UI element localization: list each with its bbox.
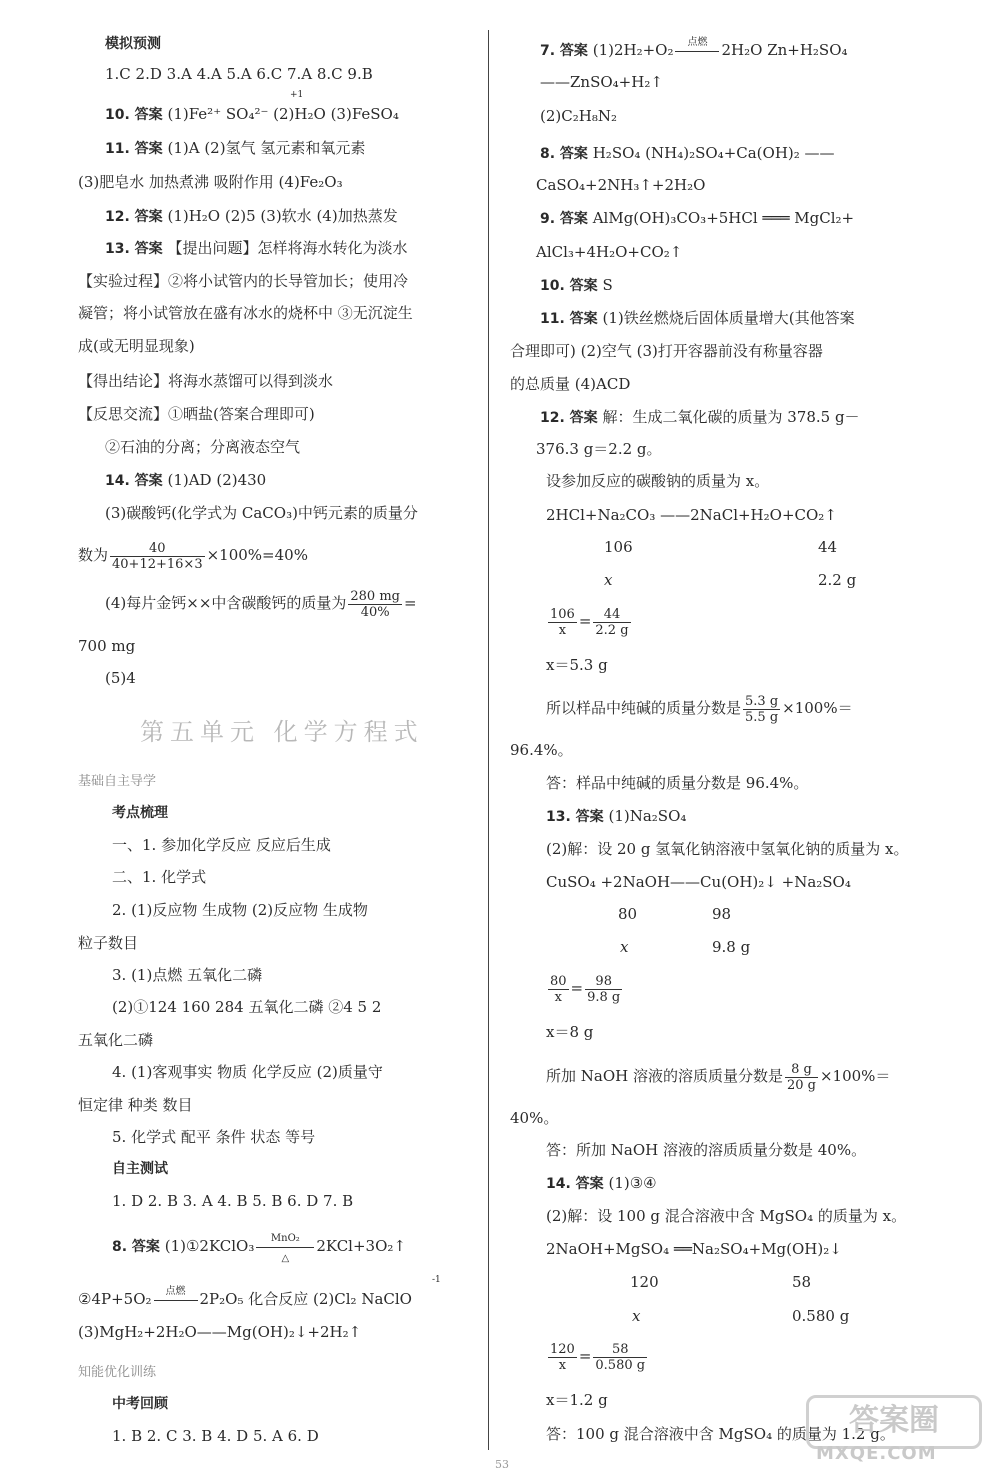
q12-right-b: 376.3 g＝2.2 g。 [536, 440, 662, 458]
watermark-logo [806, 1395, 986, 1465]
q12-g-den2: 2.2 g [595, 622, 629, 638]
q14-answer-c [78, 537, 308, 573]
q12 [105, 206, 398, 227]
kd-line-7: 五氧化二磷 [78, 1031, 154, 1049]
q13-h-den: 20 g [786, 1077, 816, 1093]
q13-answer-g: ②石油的分离；分离液态空气 [105, 438, 301, 456]
q14-answer-d [105, 585, 417, 621]
q12-answer: (1)H₂O (2)5 (3)软水 (4)加热蒸发 [167, 207, 398, 225]
q11-right [540, 308, 855, 329]
kd-title: 考点梳理 [112, 805, 168, 821]
answers-1-9: 1.C 2.D 3.A 4.A 5.A 6.C 7.A 8.C 9.B [105, 65, 373, 83]
q13-f-den1: x [554, 989, 562, 1005]
q7 [540, 37, 848, 61]
q9-label: 9. 答案 [540, 211, 588, 227]
q13-right-b: (2)解：设 20 g 氢氧化钠溶液中氢氧化钠的质量为 x。 [546, 840, 909, 858]
q7-c: (2)C₂H₈N₂ [540, 107, 617, 125]
q11-right-label: 11. 答案 [540, 311, 598, 327]
q12-right-e1: 106 [604, 538, 633, 556]
section-training: 知能优化训练 [78, 1365, 157, 1380]
q13-answer-e: 【得出结论】将海水蒸馏可以得到淡水 [78, 372, 334, 390]
q10-right-a: S [602, 276, 613, 294]
q8-left [112, 1233, 406, 1264]
q14-answer-f: (5)4 [105, 669, 136, 687]
q13 [105, 238, 407, 259]
unit-heading: 第五单元 化学方程式 [140, 718, 424, 746]
q12-right-k: 答：样品中纯碱的质量分数是 96.4%。 [546, 774, 809, 792]
q8-left-label: 8. 答案 [112, 1239, 160, 1255]
up-arrow-icon [393, 1237, 406, 1255]
q8-right [540, 143, 835, 164]
zk-line-1: 1. B 2. C 3. B 4. D 5. A 6. D [112, 1427, 319, 1445]
q9 [540, 208, 854, 229]
q12-right [540, 407, 860, 428]
q12-i-pre: 所以样品中纯碱的质量分数是 [546, 699, 742, 717]
q14-label: 14. 答案 [105, 473, 163, 489]
q8-right-label: 8. 答案 [540, 146, 588, 162]
q14-right-c: 2NaOH+MgSO₄ ══Na₂SO₄+Mg(OH)₂↓ [546, 1240, 842, 1258]
q8-left-b-arrow-top: 点燃 [165, 1286, 186, 1297]
q12-right-label: 12. 答案 [540, 410, 598, 426]
q12-right-f1: x [604, 571, 613, 589]
kd-line-5: 3. (1)点燃 五氧化二磷 [112, 966, 263, 984]
q14-answer-e: 700 mg [78, 637, 136, 655]
q8-left-a-pre: (1)①2KClO₃ [164, 1237, 255, 1255]
q13-answer-c: 凝管；将小试管放在盛有冰水的烧杯中 ③无沉淀生 [78, 304, 413, 322]
q7-b: ——ZnSO₄+H₂↑ [540, 73, 663, 91]
q14-right-label: 14. 答案 [546, 1176, 604, 1192]
q12-i-frac [743, 694, 780, 725]
q14-right [546, 1173, 657, 1194]
q14-d-post: = [404, 594, 417, 612]
q14-right-d2: 58 [792, 1273, 812, 1291]
q14-c-pre: 数为 [78, 546, 109, 564]
kd-line-1: 一、1. 参加化学反应 反应后生成 [112, 836, 331, 854]
q14-right-a: (1)③④ [608, 1174, 657, 1192]
q12-right-j: 96.4%。 [510, 741, 573, 759]
q10-label: 10. 答案 [105, 107, 163, 123]
q8-left-b [78, 1286, 412, 1309]
q14-f-num1: 120 [550, 1341, 575, 1357]
q14-f-frac1 [548, 1342, 577, 1373]
zk-title: 中考回顾 [112, 1396, 168, 1412]
q13-h-num: 8 g [785, 1062, 818, 1078]
q14-f-num2: 58 [593, 1342, 647, 1358]
q14-f-frac2 [593, 1342, 647, 1373]
q13-right-j: 答：所加 NaOH 溶液的溶质质量分数是 40%。 [546, 1141, 867, 1159]
q8-left-a-post: 2KCl+3O₂ [316, 1237, 394, 1255]
q10-answer: (1)Fe²⁺ SO₄²⁻ (2)H₂O (3)FeSO₄ [167, 105, 399, 123]
q12-right-e2: 44 [818, 538, 838, 556]
q13-h-post: ×100%＝ [819, 1067, 891, 1085]
q7-label: 7. 答案 [540, 43, 588, 59]
q14-right-e2: 0.580 g [792, 1307, 850, 1325]
q12-g-num1: 106 [550, 606, 575, 622]
q13-answer-f: 【反思交流】①晒盐(答案合理即可) [78, 405, 315, 423]
q8-left-b-arrow [154, 1286, 198, 1306]
q11-right-c: 的总质量 (4)ACD [510, 375, 631, 393]
kd-line-3: 2. (1)反应物 生成物 (2)反应物 生成物 [112, 901, 368, 919]
q12-right-g: $\frac{106}{x}$ = $\frac{44}{2.2 g}$ [550, 606, 629, 638]
q14-right-h: 答：100 g 混合溶液中含 MgSO₄ 的质量为 1.2 g。 [546, 1425, 895, 1443]
kd-line-8: 4. (1)客观事实 物质 化学反应 (2)质量守 [112, 1063, 383, 1081]
q12-label: 12. 答案 [105, 209, 163, 225]
q12-i-post: ×100%＝ [782, 699, 853, 717]
q14-c-fraction [110, 541, 205, 572]
q13-h-pre: 所加 NaOH 溶液的溶质质量分数是 [546, 1067, 783, 1085]
q14-right-d1: 120 [630, 1273, 659, 1291]
q14-d-pre: (4)每片金钙××中含碳酸钙的质量为 [105, 594, 347, 612]
sim-title: 模拟预测 [105, 36, 161, 52]
q11-answer-a: (1)A (2)氢气 氢元素和氧元素 [167, 139, 366, 157]
q13-right [546, 806, 686, 827]
q10 [105, 104, 399, 125]
q13-right-label: 13. 答案 [546, 809, 604, 825]
q12-right-a: 解：生成二氧化碳的质量为 378.5 g－ [602, 408, 860, 426]
zz-line-1: 1. D 2. B 3. A 4. B 5. B 6. D 7. B [112, 1192, 354, 1210]
q13-answer-b: 【实验过程】②将小试管内的长导管加长；使用冷 [78, 272, 409, 290]
q13-right-i: 40%。 [510, 1109, 559, 1127]
q8-left-arrow-top: MnO₂ [270, 1233, 300, 1244]
q11-right-a: (1)铁丝燃烧后固体质量增大(其他答案 [602, 309, 855, 327]
q8-left-arrow-bot: △ [281, 1253, 290, 1264]
q13-right-e2: 9.8 g [712, 938, 751, 956]
q8-left-c: (3)MgH₂+2H₂O——Mg(OH)₂↓+2H₂↑ [78, 1323, 362, 1341]
kd-line-6: (2)①124 160 284 五氧化二磷 ②4 5 2 [112, 998, 382, 1016]
q8-left-arrow [256, 1233, 314, 1264]
q14-right-b: (2)解：设 100 g 混合溶液中含 MgSO₄ 的质量为 x。 [546, 1207, 907, 1225]
q12-g-frac1 [548, 607, 577, 638]
q14-answer-b: (3)碳酸钙(化学式为 CaCO₃)中钙元素的质量分 [105, 504, 418, 522]
kd-line-10: 5. 化学式 配平 条件 状态 等号 [112, 1128, 316, 1146]
q12-i-num: 5.3 g [745, 693, 779, 709]
watermark-text: 答案圈 [806, 1395, 982, 1449]
q8-right-b: CaSO₄+2NH₃↑+2H₂O [536, 176, 706, 194]
q12-right-h: x＝5.3 g [546, 656, 608, 674]
q13-label: 13. 答案 [105, 241, 163, 257]
q12-right-i [546, 690, 853, 726]
q13-f-num2: 98 [585, 974, 622, 990]
q13-right-h [546, 1058, 890, 1094]
q14 [105, 470, 266, 491]
zz-title: 自主测试 [112, 1161, 168, 1177]
q8-left-b-post: 2P₂O₅ 化合反应 (2)Cl₂ NaClO [199, 1290, 412, 1308]
q8-left-b-pre: ②4P+5O₂ [78, 1290, 152, 1308]
q12-g-num2: 44 [593, 607, 630, 623]
q14-answer-a: (1)AD (2)430 [167, 471, 267, 489]
q12-right-f2: 2.2 g [818, 571, 857, 589]
q11 [105, 138, 365, 159]
q14-c-num: 40 [110, 541, 205, 557]
q13-right-d1: 80 [618, 905, 638, 923]
q7-a-post: 2H₂O Zn+H₂SO₄ [721, 41, 848, 59]
q7-arrow-top: 点燃 [687, 37, 708, 48]
q14-right-f: $\frac{120}{x}$ = $\frac{58}{0.580 g}$ [550, 1341, 646, 1373]
q13-h-frac [785, 1062, 818, 1093]
page-number: 53 [495, 1458, 509, 1471]
section-basic: 基础自主导学 [78, 774, 157, 789]
q14-f-den1: x [558, 1357, 567, 1373]
q14-c-den: 40+12+16×3 [112, 556, 203, 572]
q12-right-c: 设参加反应的碳酸钠的质量为 x。 [546, 472, 770, 490]
q11-label: 11. 答案 [105, 141, 163, 157]
q9-a: AlMg(OH)₃CO₃+5HCl ═══ MgCl₂+ [592, 209, 855, 227]
q11-right-b: 合理即可) (2)空气 (3)打开容器前没有称量容器 [510, 342, 823, 360]
q13-right-a: (1)Na₂SO₄ [608, 807, 687, 825]
q14-c-post: ×100%=40% [206, 546, 308, 564]
q11-answer-b: (3)肥皂水 加热煮沸 吸附作用 (4)Fe₂O₃ [78, 173, 343, 191]
q7-a-pre: (1)2H₂+O₂ [592, 41, 674, 59]
q14-right-g: x＝1.2 g [546, 1391, 608, 1409]
q14-d-den: 40% [360, 604, 390, 620]
q13-right-c: CuSO₄ +2NaOH——Cu(OH)₂↓ +Na₂SO₄ [546, 873, 851, 891]
q12-right-d: 2HCl+Na₂CO₃ ——2NaCl+H₂O+CO₂↑ [546, 506, 837, 524]
q9-b: AlCl₃+4H₂O+CO₂↑ [536, 243, 683, 261]
q14-f-den2: 0.580 g [595, 1357, 646, 1373]
q13-f-frac2 [585, 974, 622, 1005]
q10-right [540, 275, 613, 296]
q13-answer-a: 【提出问题】怎样将海水转化为淡水 [167, 239, 408, 257]
q12-g-den1: x [558, 622, 567, 638]
watermark-url: MXQE.COM [816, 1443, 937, 1464]
q10-valence: +1 [290, 90, 304, 100]
q14-d-num: 280 mg [350, 588, 400, 604]
q13-f-frac1 [548, 974, 569, 1005]
kd-line-9: 恒定律 种类 数目 [78, 1096, 193, 1114]
q13-answer-d: 成(或无明显现象) [78, 337, 195, 355]
q8-left-valence: -1 [432, 1275, 441, 1285]
q13-right-g: x＝8 g [546, 1023, 594, 1041]
q8-right-a: H₂SO₄ (NH₄)₂SO₄+Ca(OH)₂ —— [592, 144, 835, 162]
q10-right-label: 10. 答案 [540, 278, 598, 294]
q13-f-den2: 9.8 g [587, 989, 621, 1005]
q13-f-num1: 80 [550, 973, 567, 989]
q13-right-f: $\frac{80}{x}$ = $\frac{98}{9.8 g}$ [550, 973, 621, 1005]
q13-right-d2: 98 [712, 905, 732, 923]
q12-g-frac2 [593, 607, 630, 638]
column-divider [488, 30, 489, 1450]
q7-arrow [675, 37, 719, 57]
q14-d-fraction [348, 589, 402, 620]
kd-line-4: 粒子数目 [78, 934, 139, 952]
q13-right-e1: x [620, 938, 629, 956]
q12-i-den: 5.5 g [745, 709, 779, 725]
kd-line-2: 二、1. 化学式 [112, 868, 207, 886]
q14-right-e1: x [632, 1307, 641, 1325]
